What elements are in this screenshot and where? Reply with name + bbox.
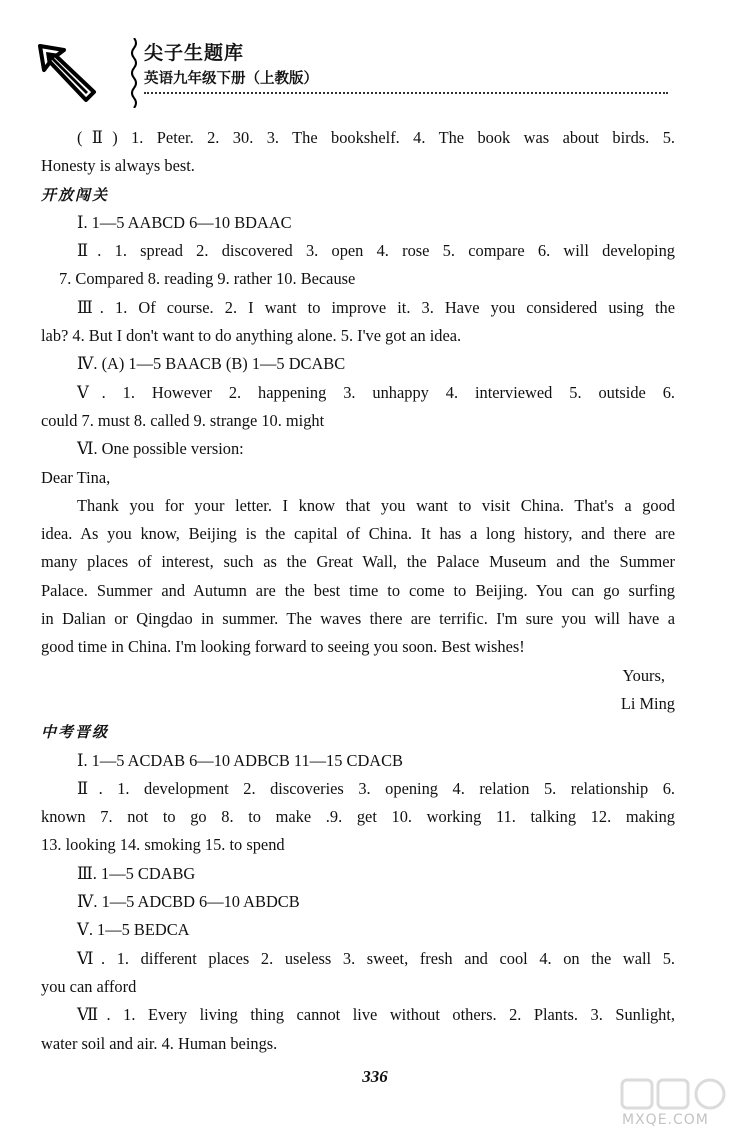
series-title: 尖子生题库 [144,42,245,64]
answer-line: in Dalian or Qingdao in summer. The waves there are terrific. I'm sure you will have a [41,609,675,629]
answer-line: Dear Tina, [41,467,111,487]
answer-line: Honesty is always best. [41,156,195,176]
section-heading: 开放闯关 [41,185,110,204]
answer-line: Palace. Summer and Autumn are the best time to come to Beijing. You can go surfing [41,580,675,600]
answer-line: many places of interest, such as the Great Wall, the Palace Museum and the Summer [41,552,675,572]
answer-line: Ⅰ. 1—5 AABCD 6—10 BDAAC [77,212,292,232]
arrow-logo-icon [36,42,98,104]
answer-line: 7. Compared 8. reading 9. rather 10. Because [59,269,356,289]
answer-line: you can afford [41,976,137,996]
answer-line: Ⅳ. 1—5 ADCBD 6—10 ABDCB [77,892,300,912]
answer-line: idea. As you know, Beijing is the capital of China. It has a long history, and there are [41,524,675,544]
header-divider [144,92,668,94]
answer-line: 13. looking 14. smoking 15. to spend [41,835,285,855]
binding-spiral-icon [130,38,138,108]
answer-line: Ⅳ. (A) 1—5 BAACB (B) 1—5 DCABC [77,354,346,374]
answer-line: Ⅲ. 1. Of course. 2. I want to improve it. 3. Have you considered using the [77,297,675,317]
answer-line: Li Ming [620,693,675,713]
answer-content [41,124,675,1058]
answer-line: Ⅴ. 1—5 BEDCA [77,920,190,940]
page-header [36,36,676,108]
answer-line: Ⅶ. 1. Every living thing cannot live without others. 2. Plants. 3. Sunlight, [77,1005,675,1025]
answer-line: Ⅵ. 1. different places 2. useless 3. sweet, fresh and cool 4. on the wall 5. [77,948,675,968]
answer-line: (Ⅱ) 1. Peter. 2. 30. 3. The bookshelf. 4. The book was about birds. 5. [77,128,675,147]
page-number: 336 [362,1067,388,1086]
answer-line: Ⅲ. 1—5 CDABG [77,863,196,883]
watermark-text: MXQE.COM [622,1112,709,1128]
answer-line: Yours, [622,665,665,685]
section-heading: 中考晋级 [41,723,110,742]
answer-line: Thank you for your letter. I know that you want to visit China. That's a good [77,495,675,515]
answer-line: could 7. must 8. called 9. strange 10. might [41,410,325,430]
answer-line: Ⅱ. 1. development 2. discoveries 3. opening 4. relation 5. relationship 6. [77,778,675,798]
answer-line: good time in China. I'm looking forward to seeing you soon. Best wishes! [41,637,525,657]
answer-line: Ⅴ. 1. However 2. happening 3. unhappy 4. interviewed 5. outside 6. [77,382,675,402]
answer-line: Ⅰ. 1—5 ACDAB 6—10 ADBCB 11—15 CDACB [77,750,403,770]
answer-line: lab? 4. But I don't want to do anything alone. 5. I've got an idea. [41,326,462,346]
answer-line: Ⅱ. 1. spread 2. discovered 3. open 4. rose 5. compare 6. will developing [77,241,675,261]
answer-line: water soil and air. 4. Human beings. [41,1033,278,1053]
book-title: 英语九年级下册（上教版） [144,71,318,87]
answer-line: known 7. not to go 8. to make .9. get 10. working 11. talking 12. making [41,807,675,827]
answer-line: Ⅵ. One possible version: [77,439,244,459]
